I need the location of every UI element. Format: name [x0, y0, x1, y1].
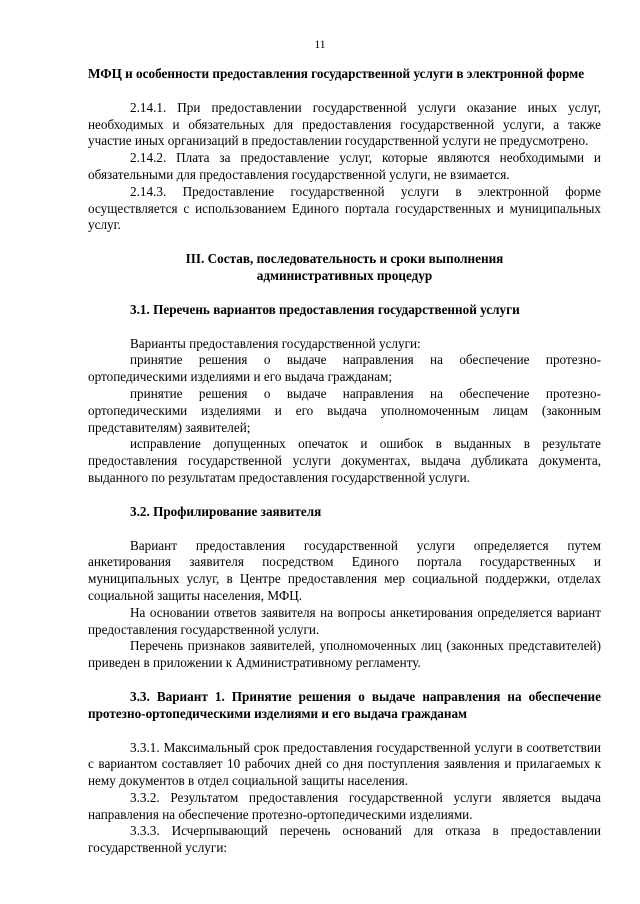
heading-3-3: 3.3. Вариант 1. Принятие решения о выдаче направления на обеспечение протезно-ортопедическими изделиями и его выдача гражданам	[88, 688, 601, 721]
paragraph-2-14-1: 2.14.1. При предоставлении государственной услуги оказание иных услуг, необходимых и обязательных для предоставления государственной услуги, а также участие иных организаций в предоставлении государственной услуги не предусмотрено.	[88, 99, 601, 149]
paragraph-3-2-b: На основании ответов заявителя на вопросы анкетирования определяется вариант предоставления государственной услуги.	[88, 604, 601, 637]
section-2-14-heading: МФЦ и особенности предоставления государственной услуги в электронной форме	[88, 66, 585, 81]
paragraph-3-2-c: Перечень признаков заявителей, уполномоченных лиц (законных представителей) приведен в приложении к Административному регламенту.	[88, 638, 601, 671]
section-3-title-line-2: административных процедур	[256, 267, 433, 283]
paragraph-3-1-option-a: принятие решения о выдаче направления на обеспечение протезно-ортопедическими изделиями и его выдача гражданам;	[88, 352, 601, 385]
paragraph-3-1-option-b: принятие решения о выдаче направления на обеспечение протезно-ортопедическими изделиями и его выдача уполномоченным лицам (законным представителям) заявителей;	[88, 385, 601, 435]
paragraph-3-3-3: 3.3.3. Исчерпывающий перечень оснований для отказа в предоставлении государственной услуги:	[88, 823, 601, 856]
paragraph-3-3-1: 3.3.1. Максимальный срок предоставления государственной услуги в соответствии с вариантом составляет 10 рабочих дней со дня поступления заявления и прилагаемых к нему документов в отдел социальной защиты населения.	[88, 739, 601, 789]
paragraph-2-14-3: 2.14.3. Предоставление государственной услуги в электронной форме осуществляется с использованием Единого портала государственных и муниципальных услуг.	[88, 183, 601, 233]
paragraph-2-14-2: 2.14.2. Плата за предоставление услуг, которые являются необходимыми и обязательными для предоставления государственной услуги, не взимается.	[88, 150, 601, 182]
paragraph-3-1-intro: Варианты предоставления государственной услуги:	[130, 335, 421, 351]
page-number: 11	[314, 39, 326, 51]
paragraph-3-2-a: Вариант предоставления государственной услуги определяется путем анкетирования заявителя посредством Единого портала государственных и муниципальных услуг, в Центре предоставления мер социальной поддержки, отделах социальной защиты населения, МФЦ.	[88, 537, 601, 603]
paragraph-3-1-option-c: исправление допущенных опечаток и ошибок в выданных в результате предоставления государственной услуги документах, выдача дубликата документа, выданного по результатам предоставления государственной услуги.	[88, 436, 601, 485]
paragraph-3-3-2: 3.3.2. Результатом предоставления государственной услуги является выдача направления на обеспечение протезно-ортопедическими изделиями.	[88, 789, 601, 822]
heading-3-2: 3.2. Профилирование заявителя	[130, 503, 322, 519]
heading-3-1: 3.1. Перечень вариантов предоставления государственной услуги	[130, 301, 520, 317]
section-3-title-line-1: III. Состав, последовательность и сроки выполнения	[185, 251, 504, 267]
document-body	[88, 66, 601, 857]
